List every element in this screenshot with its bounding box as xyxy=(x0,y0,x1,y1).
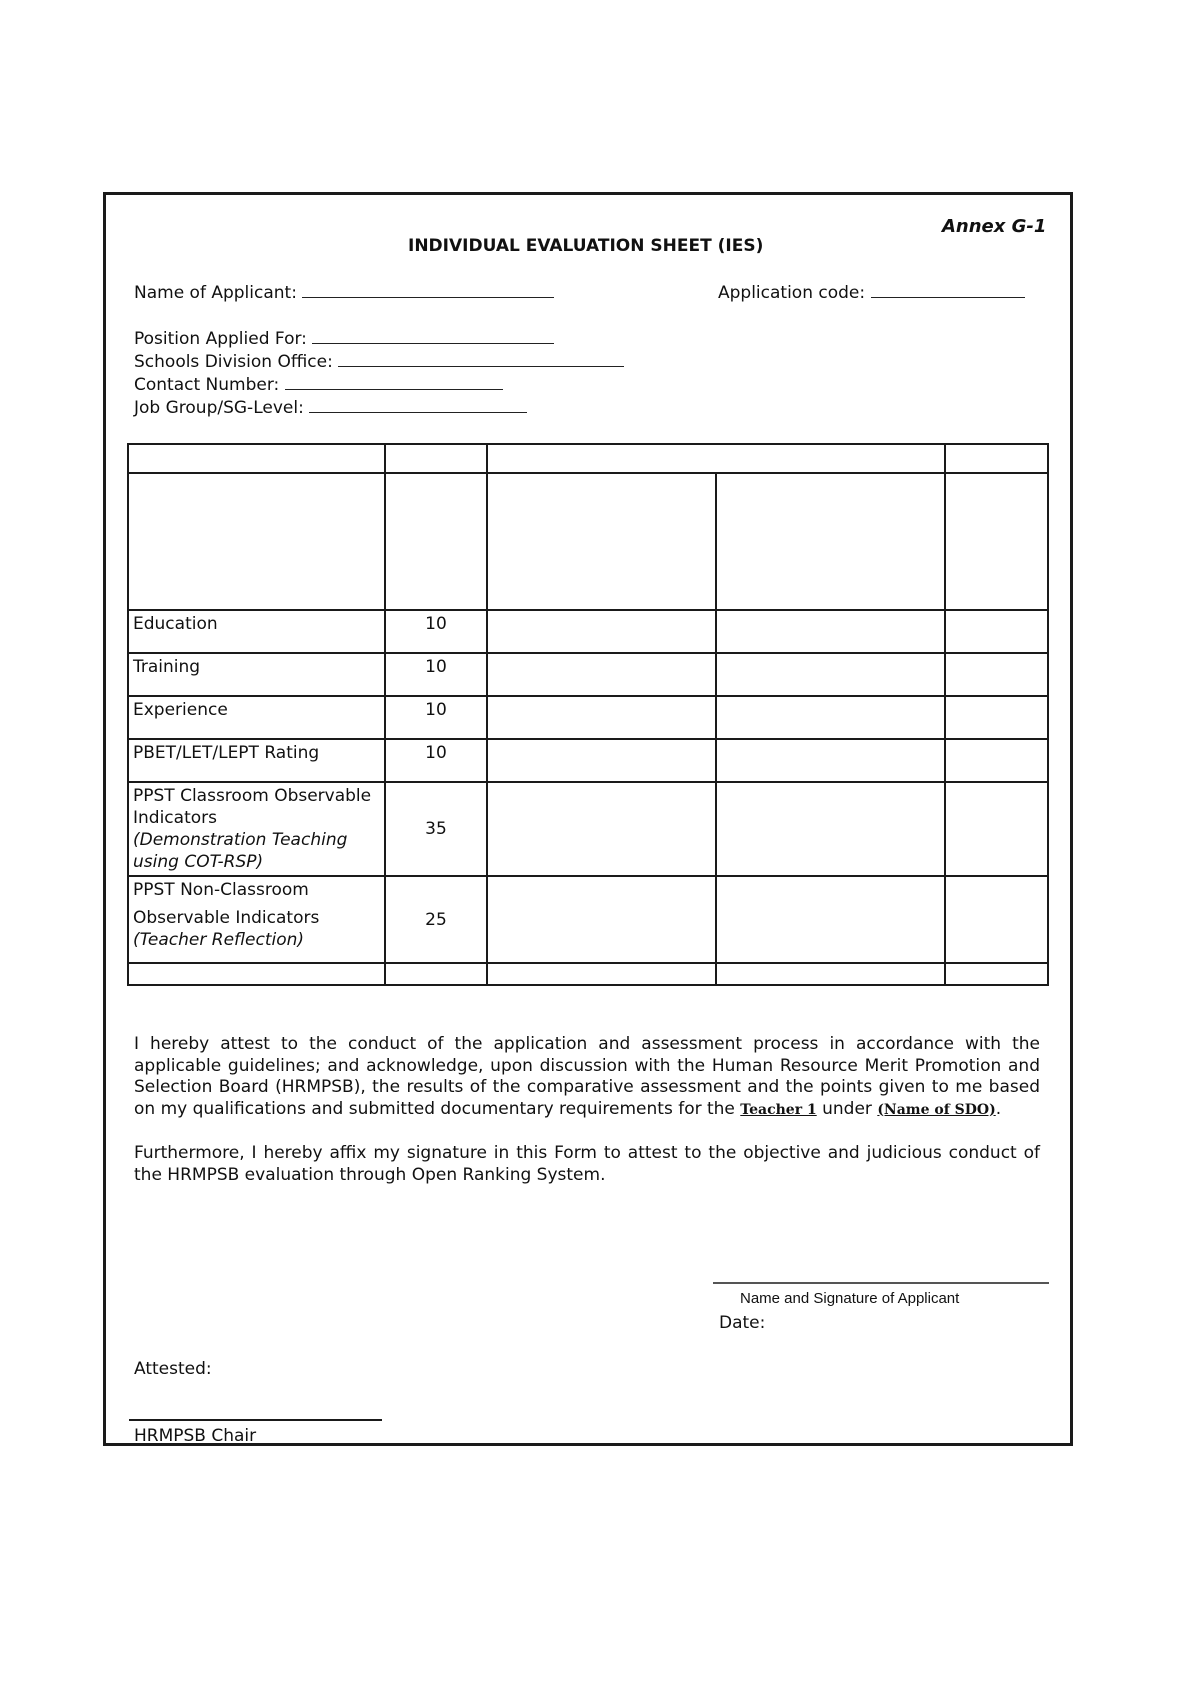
score-cell[interactable] xyxy=(945,653,1048,696)
header-row-1 xyxy=(128,444,1048,473)
criteria-cell xyxy=(128,782,385,876)
app-code-blank[interactable] xyxy=(871,281,1025,298)
score-cell[interactable] xyxy=(716,696,945,739)
header-cell xyxy=(487,444,945,473)
applicant-signature-label: Name and Signature of Applicant xyxy=(740,1290,960,1307)
score-cell[interactable] xyxy=(945,610,1048,653)
header-cell xyxy=(487,473,716,610)
chair-signature-line[interactable] xyxy=(129,1419,382,1421)
criteria-line: Indicators xyxy=(133,808,217,828)
header-cell xyxy=(128,473,385,610)
app-code-field[interactable] xyxy=(718,281,1025,303)
table-row xyxy=(128,739,1048,782)
position-blank[interactable] xyxy=(312,327,554,344)
under-word: under xyxy=(822,1098,872,1119)
score-cell[interactable] xyxy=(487,739,716,782)
contact-label: Contact Number: xyxy=(134,375,280,395)
name-blank[interactable] xyxy=(302,281,554,298)
sdo-field[interactable] xyxy=(134,350,624,372)
score-cell[interactable] xyxy=(487,610,716,653)
score-cell[interactable] xyxy=(716,782,945,876)
points-cell: 25 xyxy=(385,876,487,963)
attestation-text: I hereby attest to the conduct of the application and assessment process in accordance with the applicable guidelines; and acknowledge, upon discussion with the Human Resource Merit Promotion and Selection Board (HRMPSB), the results of the comparative assessment and the points given to me based on my qualifications and submitted documentary requirements for the xyxy=(134,1034,1040,1119)
score-cell[interactable] xyxy=(487,653,716,696)
chair-label: HRMPSB Chair xyxy=(134,1426,257,1446)
table-row xyxy=(128,696,1048,739)
criteria-note: (Teacher Reflection) xyxy=(133,930,305,950)
total-cell xyxy=(385,963,487,985)
header-cell xyxy=(385,473,487,610)
points-cell: 35 xyxy=(385,782,487,876)
criteria-note: (Demonstration Teaching using COT-RSP) xyxy=(133,830,348,872)
job-group-field[interactable] xyxy=(134,396,527,418)
score-cell[interactable] xyxy=(716,653,945,696)
table-row xyxy=(128,876,1048,963)
score-cell[interactable] xyxy=(716,610,945,653)
sdo-label: Schools Division Office: xyxy=(134,352,333,372)
attestation-paragraph: I hereby attest to the conduct of the application and assessment process in accordance with the applicable guidelines; and acknowledge, upon discussion with the Human Resource Merit Promotion and Selection Board (HRMPSB), the results of the comparative assessment and the points given to me based on my qualifications and submitted documentary requirements for the Teacher 1 under (Name of SDO). xyxy=(134,1034,1040,1119)
app-code-label: Application code: xyxy=(718,283,866,303)
total-row xyxy=(128,963,1048,985)
criteria-cell: Experience xyxy=(128,696,385,739)
position-placeholder: Teacher 1 xyxy=(740,1101,817,1118)
table-row xyxy=(128,782,1048,876)
name-label: Name of Applicant: xyxy=(134,283,297,303)
score-cell[interactable] xyxy=(716,876,945,963)
total-cell xyxy=(128,963,385,985)
total-cell[interactable] xyxy=(945,963,1048,985)
form-title: INDIVIDUAL EVALUATION SHEET (IES) xyxy=(408,236,764,256)
contact-blank[interactable] xyxy=(285,373,503,390)
header-cell xyxy=(945,444,1048,473)
position-label: Position Applied For: xyxy=(134,329,307,349)
date-label: Date: xyxy=(719,1313,766,1333)
score-cell[interactable] xyxy=(487,696,716,739)
total-cell[interactable] xyxy=(487,963,716,985)
criteria-line: Observable Indicators xyxy=(133,908,320,928)
job-group-blank[interactable] xyxy=(309,396,527,413)
sdo-placeholder: (Name of SDO) xyxy=(877,1101,996,1118)
applicant-signature-line[interactable] xyxy=(713,1282,1049,1284)
contact-field[interactable] xyxy=(134,373,503,395)
score-cell[interactable] xyxy=(487,782,716,876)
criteria-cell: PBET/LET/LEPT Rating xyxy=(128,739,385,782)
header-cell xyxy=(716,473,945,610)
name-field[interactable] xyxy=(134,281,554,303)
points-cell: 10 xyxy=(385,610,487,653)
criteria-cell: Education xyxy=(128,610,385,653)
table-row xyxy=(128,653,1048,696)
points-cell: 10 xyxy=(385,696,487,739)
header-cell xyxy=(945,473,1048,610)
affix-paragraph: Furthermore, I hereby affix my signature in this Form to attest to the objective and judicious conduct of the HRMPSB evaluation through Open Ranking System. xyxy=(134,1143,1040,1185)
points-cell: 10 xyxy=(385,739,487,782)
header-cell xyxy=(385,444,487,473)
evaluation-table xyxy=(127,443,1049,986)
annex-label: Annex G-1 xyxy=(942,216,1047,237)
score-cell[interactable] xyxy=(716,739,945,782)
points-cell: 10 xyxy=(385,653,487,696)
position-field[interactable] xyxy=(134,327,554,349)
score-cell[interactable] xyxy=(487,876,716,963)
table-row xyxy=(128,610,1048,653)
criteria-line: PPST Classroom Observable xyxy=(133,786,372,806)
score-cell[interactable] xyxy=(945,696,1048,739)
score-cell[interactable] xyxy=(945,739,1048,782)
attested-label: Attested: xyxy=(134,1359,212,1379)
criteria-cell: Training xyxy=(128,653,385,696)
total-cell[interactable] xyxy=(716,963,945,985)
criteria-line: PPST Non-Classroom xyxy=(133,880,309,900)
header-cell xyxy=(128,444,385,473)
score-cell[interactable] xyxy=(945,876,1048,963)
criteria-cell xyxy=(128,876,385,963)
job-group-label: Job Group/SG-Level: xyxy=(134,398,304,418)
sdo-blank[interactable] xyxy=(338,350,624,367)
header-row-2 xyxy=(128,473,1048,610)
score-cell[interactable] xyxy=(945,782,1048,876)
